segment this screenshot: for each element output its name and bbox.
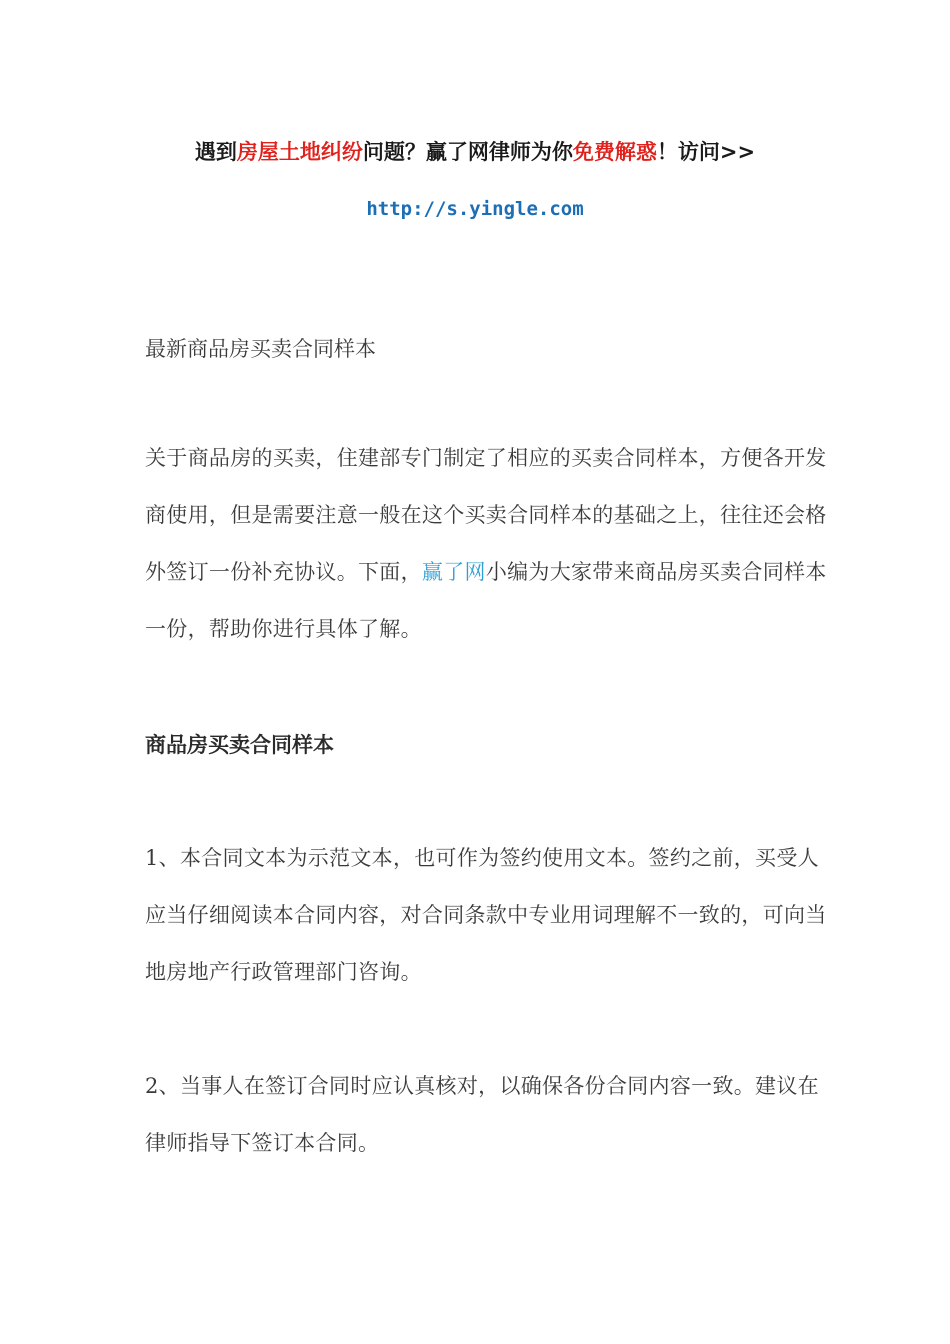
list-item-2: 2、当事人在签订合同时应认真核对，以确保各份合同内容一致。建议在律师指导下签订本合同。 [145,1074,819,1155]
intro-text-before: 关于商品房的买卖，住建部专门制定了相应的买卖合同样本，方便各开发商使用，但是需要注意一般在这个买卖合同样本的基础之上，往往还会格外签订一份补充协议。下面， [145,446,827,584]
banner-text-1: 遇到 [194,140,237,164]
banner-highlight-dispute: 房屋土地纠纷 [236,140,363,164]
intro-text-after: 小编为大家带来商品房买卖合同样本一份，帮助你进行具体了解。 [145,560,827,641]
document-title: 最新商品房买卖合同样本 [145,337,376,361]
banner-text-3: ！访问>> [656,140,756,164]
list-item-1: 1、本合同文本为示范文本，也可作为签约使用文本。签约之前，买受人应当仔细阅读本合同内容，对合同条款中专业用词理解不一致的，可向当地房地产行政管理部门咨询。 [145,846,827,984]
banner-highlight-free: 免费解惑 [572,140,657,164]
promo-banner [0,137,950,167]
intro-paragraph [145,430,835,658]
banner-text-2: 问题？赢了网律师为你 [362,140,573,164]
site-url-link[interactable]: http://s.yingle.com [366,198,584,220]
yingle-link[interactable]: 赢了网 [421,560,486,584]
section-heading: 商品房买卖合同样本 [145,733,334,757]
